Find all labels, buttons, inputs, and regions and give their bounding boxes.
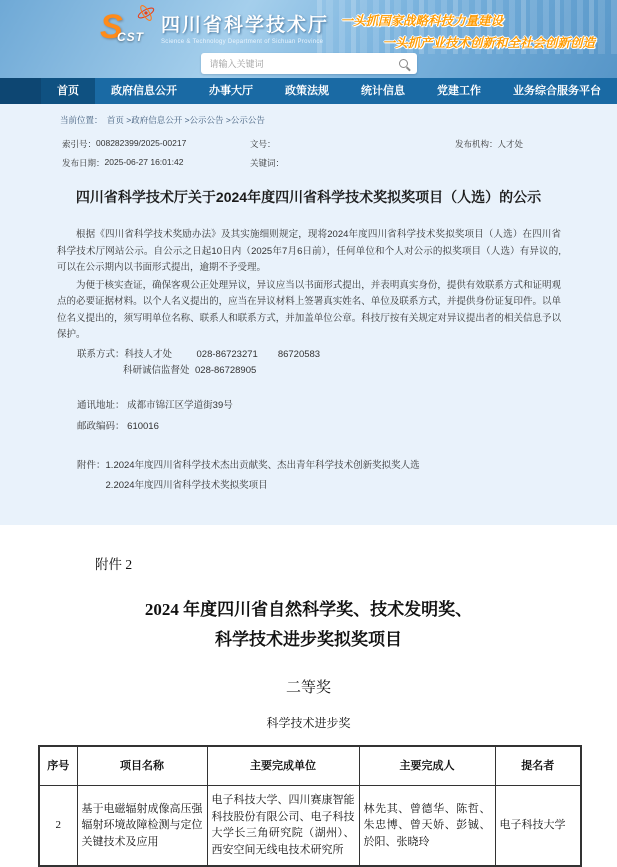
attachment-number: 附件 2 <box>95 556 133 572</box>
cell-project: 基于电磁辐射成像高压强辐射环境故障检测与定位关键技术及应用 <box>77 786 207 866</box>
document-title-line-1: 2024 年度四川省自然科学奖、技术发明奖、 <box>144 599 473 619</box>
slogan-line-2: 一头抓产业技术创新和全社会创新创造 <box>382 36 595 50</box>
attachment-link-2[interactable]: 2.2024年度四川省科学技术奖拟奖项目 <box>105 480 268 491</box>
contact-dept-1: 科技人才处 <box>124 348 173 360</box>
table-row <box>39 786 581 866</box>
nav-item-party-building[interactable]: 党建工作 <box>437 85 481 97</box>
document-title <box>0 595 617 655</box>
search-box[interactable] <box>201 53 417 74</box>
document-meta <box>62 138 617 169</box>
col-header-units: 主要完成单位 <box>207 746 359 786</box>
contact-phone-3: 028-86728905 <box>195 365 257 376</box>
contact-dept-2: 科研诚信监督处 <box>123 365 190 376</box>
postcode-value: 610016 <box>127 421 159 432</box>
issuing-agency-value: 人才处 <box>497 139 524 149</box>
scst-logo[interactable] <box>100 7 329 47</box>
main-nav <box>0 78 617 104</box>
issuing-agency-label: 发布机构： <box>455 139 498 149</box>
mailing-address <box>77 398 561 436</box>
col-header-project: 项目名称 <box>77 746 207 786</box>
article-title: 四川省科学技术厅关于2024年度四川省科学技术奖拟奖项目（人选）的公示 <box>75 189 542 205</box>
attachment-label: 附件： <box>77 459 106 471</box>
award-table <box>38 745 582 867</box>
search-icon[interactable] <box>399 59 408 68</box>
postcode-label: 邮政编码： <box>77 421 125 432</box>
nav-item-statistics[interactable]: 统计信息 <box>361 85 405 97</box>
cell-serial: 2 <box>39 786 77 866</box>
article-paragraph-1: 根据《四川省科学技术奖励办法》及其实施细则规定，现将2024年度四川省科学技术奖拟奖项目（人选）在四川省科学技术厅网站公示。自公示之日起10日内（2025年7月6日前），任何单位和个人对公示的拟奖项目（人选）有异议的,可以在公示期内以书面形式提出，逾期不予受理。 <box>57 229 561 273</box>
breadcrumb <box>60 114 617 126</box>
attachment-link-1[interactable]: 1.2024年度四川省科学技术杰出贡献奖、杰出青年科学技术创新奖拟奖人选 <box>105 459 420 471</box>
col-header-nominator: 提名者 <box>495 746 581 786</box>
award-grade-heading: 二等奖 <box>285 679 331 696</box>
cell-nominator: 电子科技大学 <box>495 786 581 866</box>
doc-number-label: 文号： <box>250 139 276 149</box>
site-header <box>0 0 617 78</box>
keyword-label: 关键词： <box>250 158 285 168</box>
atom-icon <box>136 4 156 22</box>
nav-item-home[interactable]: 首页 <box>41 78 95 104</box>
nav-left-spacer <box>0 78 41 104</box>
breadcrumb-path[interactable]: 首页 >政府信息公开 >公示公告 >公示公告 <box>106 115 265 125</box>
contact-label: 联系方式： <box>77 348 125 360</box>
site-name-english: Science & Technology Department of Sichuan Province <box>161 38 324 45</box>
nav-item-service-platform[interactable]: 业务综合服务平台 <box>513 85 601 97</box>
table-header-row <box>39 746 581 786</box>
logo-letters-cst: CST <box>117 30 144 44</box>
slogan-line-1: 一头抓国家战略科技力量建设 <box>340 14 503 28</box>
attachment-list <box>77 458 561 499</box>
col-header-people: 主要完成人 <box>359 746 495 786</box>
article-section <box>0 104 617 525</box>
document-title-line-2: 科学技术进步奖拟奖项目 <box>215 629 402 649</box>
cell-people: 林先其、曾德华、陈哲、朱忠博、曾天娇、彭铖、於阳、张晓玲 <box>359 786 495 866</box>
publish-date-label: 发布日期： <box>62 158 105 168</box>
header-slogan <box>340 11 595 51</box>
col-header-serial: 序号 <box>39 746 77 786</box>
nav-item-policies[interactable]: 政策法规 <box>285 85 329 97</box>
nav-item-service-hall[interactable]: 办事大厅 <box>209 85 253 97</box>
award-category-heading: 科学技术进步奖 <box>266 715 351 730</box>
search-input[interactable] <box>210 59 399 69</box>
breadcrumb-label: 当前位置： <box>60 115 103 125</box>
cell-units: 电子科技大学、四川赛康智能科技股份有限公司、电子科技大学长三角研究院（湖州）、西安空间无线电技术研究所 <box>207 786 359 866</box>
article-body <box>57 227 561 499</box>
index-number-label: 索引号： <box>62 139 97 149</box>
address-label: 通讯地址： <box>77 399 125 411</box>
scst-logo-mark <box>100 7 154 47</box>
contact-info <box>77 347 561 380</box>
index-number-value: 008282399/2025-00217 <box>96 138 187 148</box>
search-row <box>0 53 617 74</box>
nav-item-gov-info[interactable]: 政府信息公开 <box>111 85 177 97</box>
attachment-document <box>0 525 617 867</box>
logo-letter-s: S <box>100 8 123 46</box>
logo-text <box>161 10 329 45</box>
publish-date-value: 2025-06-27 16:01:42 <box>104 157 184 167</box>
contact-phone-1: 028-86723271 <box>196 348 258 360</box>
site-name: 四川省科学技术厅 <box>161 14 330 36</box>
address-value: 成都市锦江区学道街39号 <box>127 399 233 411</box>
contact-phone-2: 86720583 <box>277 348 321 360</box>
article-paragraph-2: 为便于核实查证，确保客观公正处理异议，异议应当以书面形式提出，并表明真实身份，提供有效联系方式和证明观点的必要证据材料。以个人名义提出的，应当在异议材料上签署真实姓名、单位及联系方式，并提供身份证复印件。以单位名义提出的，须写明单位名称、联系人和联系方式，并加盖单位公章。科技厅按有关规定对异议提出者的相关信息予以保护。 <box>57 279 561 340</box>
